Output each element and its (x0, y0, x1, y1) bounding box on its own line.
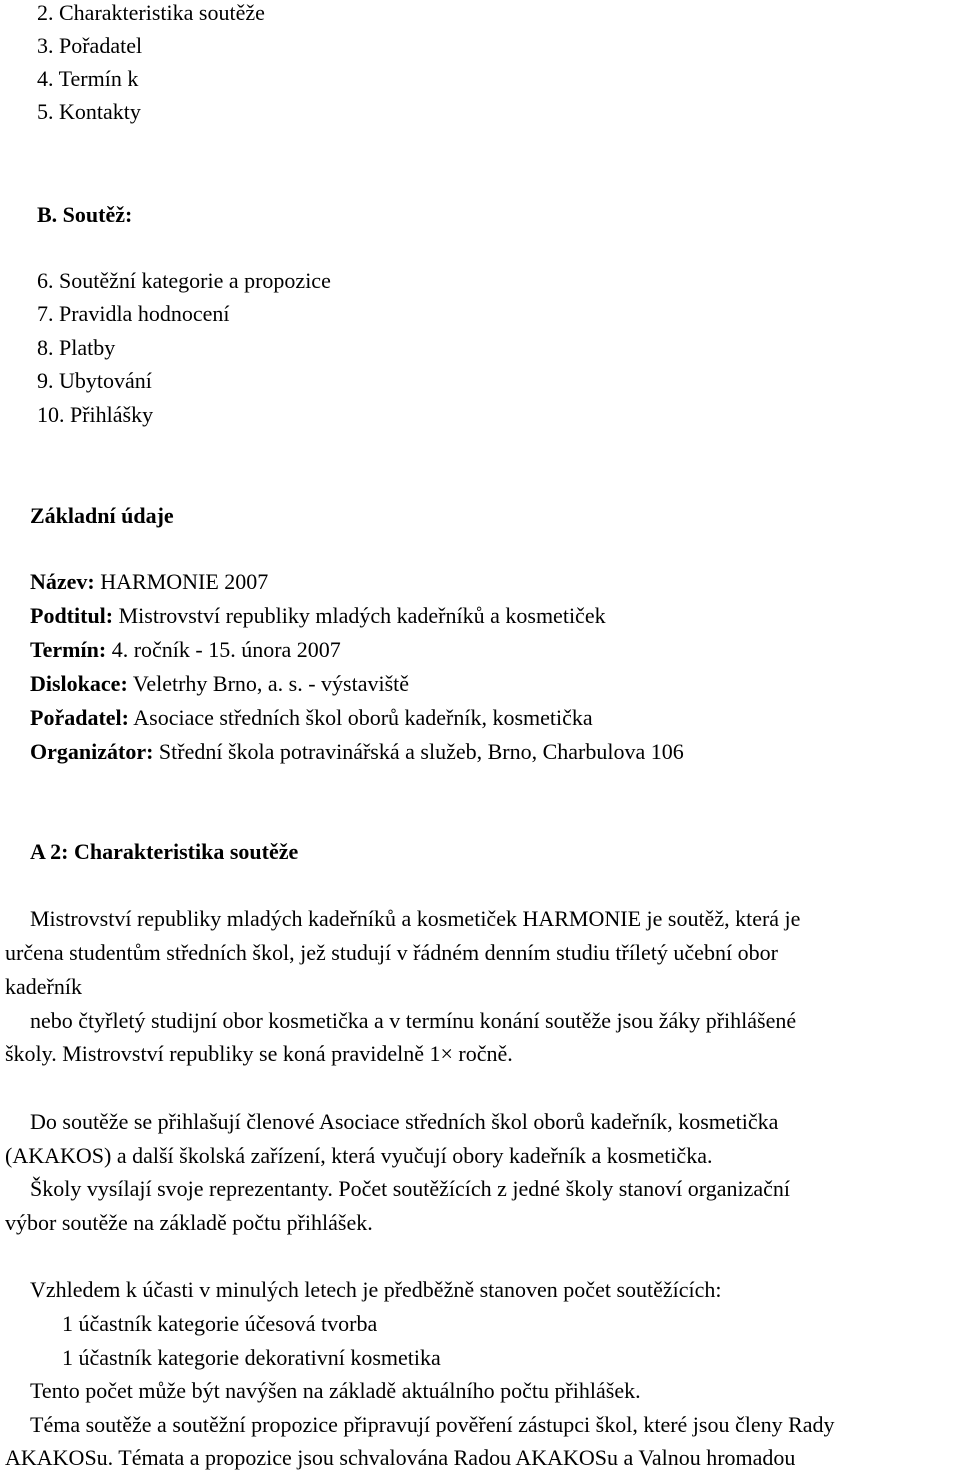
paragraph-line: Tento počet může být navýšen na základě aktuálního počtu přihlášek. (30, 1378, 641, 1403)
toc-item-7: 7. Pravidla hodnocení (37, 301, 230, 326)
toc-item-9: 9. Ubytování (37, 368, 152, 393)
organizer-row (30, 707, 593, 729)
paragraph-line: Do soutěže se přihlašují členové Asociace středních škol oborů kadeřník, kosmetička (30, 1109, 779, 1134)
toc-item-3: 3. Pořadatel (37, 33, 143, 58)
paragraph-line: nebo čtyřletý studijní obor kosmetička a v termínu konání soutěže jsou žáky přihlášené (30, 1008, 797, 1033)
term-row (30, 639, 341, 661)
executor-value: Střední škola potravinářská a služeb, Brno, Charbulova 106 (153, 739, 684, 764)
location-value: Veletrhy Brno, a. s. - výstaviště (127, 671, 410, 696)
name-label: Název: (30, 569, 95, 594)
toc-heading-b: B. Soutěž: (37, 202, 133, 227)
toc-item-8: 8. Platby (37, 335, 116, 360)
subtitle-label: Podtitul: (30, 603, 114, 628)
paragraph-line: (AKAKOS) a další školská zařízení, která vyučují obory kadeřník a kosmetička. (5, 1143, 713, 1168)
paragraph-line: AKAKOSu. Témata a propozice jsou schvalována Radou AKAKOSu a Valnou hromadou (5, 1445, 796, 1470)
paragraph-line: Téma soutěže a soutěžní propozice připravují pověření zástupci škol, které jsou členy Rady (30, 1412, 835, 1437)
term-value: 4. ročník - 15. února 2007 (106, 637, 341, 662)
paragraph-line: kadeřník (5, 974, 82, 999)
list-item: 1 účastník kategorie dekorativní kosmetika (62, 1345, 441, 1370)
executor-label: Organizátor: (30, 739, 154, 764)
list-item: 1 účastník kategorie účesová tvorba (62, 1311, 378, 1336)
location-label: Dislokace: (30, 671, 128, 696)
paragraph-line: Školy vysílají svoje reprezentanty. Počet soutěžících z jedné školy stanoví organizační (30, 1176, 791, 1201)
basic-heading: Základní údaje (30, 503, 174, 528)
executor-row (30, 741, 684, 763)
subtitle-value: Mistrovství republiky mladých kadeřníků a kosmetiček (113, 603, 606, 628)
term-label: Termín: (30, 637, 107, 662)
section-a2-heading: A 2: Charakteristika soutěže (30, 839, 299, 864)
toc-item-10: 10. Přihlášky (37, 402, 154, 427)
paragraph-line: určena studentům středních škol, jež studují v řádném denním studiu tříletý učební obor (5, 940, 778, 965)
toc-item-4: 4. Termín k (37, 66, 139, 91)
subtitle-row (30, 605, 606, 627)
paragraph-line: školy. Mistrovství republiky se koná pravidelně 1× ročně. (5, 1041, 513, 1066)
organizer-label: Pořadatel: (30, 705, 129, 730)
paragraph-line: Vzhledem k účasti v minulých letech je předběžně stanoven počet soutěžících: (30, 1277, 722, 1302)
organizer-value: Asociace středních škol oborů kadeřník, kosmetička (128, 705, 593, 730)
toc-item-5: 5. Kontakty (37, 99, 141, 124)
name-row (30, 571, 268, 593)
toc-item-6: 6. Soutěžní kategorie a propozice (37, 268, 331, 293)
toc-item-2: 2. Charakteristika soutěže (37, 0, 265, 25)
paragraph-line: výbor soutěže na základě počtu přihlášek. (5, 1210, 373, 1235)
location-row (30, 673, 409, 695)
paragraph-line: Mistrovství republiky mladých kadeřníků a kosmetiček HARMONIE je soutěž, která je (30, 906, 801, 931)
name-value: HARMONIE 2007 (94, 569, 269, 594)
